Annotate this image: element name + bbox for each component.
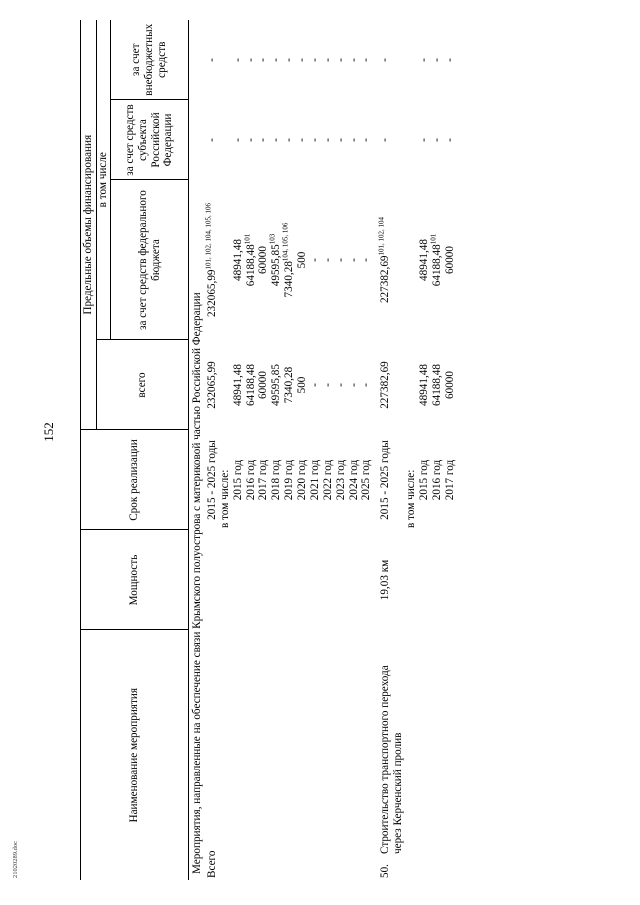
total: 7340,28 bbox=[283, 366, 296, 404]
including-label: в том числе: bbox=[405, 469, 417, 528]
empty bbox=[322, 530, 335, 630]
table-row bbox=[309, 20, 322, 880]
empty bbox=[257, 530, 270, 630]
year: 2025 год bbox=[360, 459, 373, 501]
empty bbox=[270, 630, 283, 880]
table-row bbox=[270, 20, 283, 880]
empty bbox=[335, 530, 348, 630]
extra: - bbox=[244, 58, 257, 62]
empty bbox=[322, 630, 335, 880]
empty bbox=[309, 530, 322, 630]
table-row bbox=[219, 20, 232, 880]
year: 2015 год bbox=[417, 459, 430, 501]
empty bbox=[431, 630, 444, 880]
year: 2021 год bbox=[308, 459, 321, 501]
footnote-ref: 103 bbox=[268, 233, 277, 245]
subject: - bbox=[360, 138, 373, 142]
total: 232065,99 bbox=[205, 361, 218, 409]
total: 64188,48 bbox=[244, 364, 257, 406]
total: 64188,48 bbox=[430, 364, 443, 406]
extra: - bbox=[308, 58, 321, 62]
federal-value: 500 bbox=[296, 251, 308, 269]
header-financing: Предельные объемы финансирования bbox=[81, 20, 97, 430]
footnote-ref: 101, 102, 104, 105, 106 bbox=[204, 202, 213, 270]
federal-value: - bbox=[321, 258, 334, 262]
empty bbox=[257, 630, 270, 880]
empty bbox=[444, 530, 457, 630]
federal bbox=[360, 180, 373, 340]
subject: - bbox=[283, 138, 296, 142]
empty bbox=[405, 630, 418, 880]
extra: - bbox=[270, 58, 283, 62]
table-row bbox=[283, 20, 296, 880]
table-row bbox=[418, 20, 431, 880]
table-row bbox=[232, 20, 245, 880]
table-row bbox=[360, 20, 373, 880]
subject: - bbox=[379, 138, 392, 142]
header-capacity: Мощность bbox=[81, 530, 189, 630]
subject: - bbox=[347, 138, 360, 142]
year: 2023 год bbox=[334, 459, 347, 501]
federal bbox=[232, 180, 245, 340]
table-row bbox=[257, 20, 270, 880]
year: 2015 год bbox=[231, 459, 244, 501]
empty bbox=[418, 630, 431, 880]
table-row bbox=[322, 20, 335, 880]
table-row bbox=[296, 20, 309, 880]
federal bbox=[242, 180, 258, 340]
empty bbox=[219, 630, 232, 880]
empty bbox=[431, 530, 444, 630]
year: 2020 год bbox=[296, 459, 308, 501]
federal-value: 64188,48 bbox=[430, 244, 443, 287]
extra: - bbox=[379, 58, 392, 62]
year: 2016 год bbox=[244, 459, 257, 501]
federal-value: - bbox=[360, 258, 373, 262]
subject: - bbox=[417, 138, 430, 142]
year: 2018 год bbox=[270, 459, 283, 501]
table-row bbox=[245, 20, 258, 880]
empty bbox=[219, 20, 232, 430]
federal bbox=[296, 180, 309, 340]
empty bbox=[405, 20, 418, 430]
extra: - bbox=[347, 58, 360, 62]
empty bbox=[283, 530, 296, 630]
document-id: 21020289.doc bbox=[12, 840, 19, 878]
table-row bbox=[206, 20, 219, 880]
empty bbox=[283, 630, 296, 880]
federal bbox=[206, 180, 219, 340]
header-period: Срок реализации bbox=[81, 430, 189, 530]
year: 2019 год bbox=[283, 459, 296, 501]
footnote-ref: 104, 105, 106 bbox=[281, 222, 290, 262]
table-row bbox=[379, 20, 405, 880]
extra: - bbox=[417, 58, 430, 62]
section-title: Мероприятия, направленные на обеспечение связи Крымского полуострова с материковой частью Российской Федерации bbox=[191, 292, 203, 874]
page-number: 152 bbox=[41, 422, 56, 442]
empty bbox=[245, 530, 258, 630]
extra: - bbox=[321, 58, 334, 62]
federal bbox=[283, 180, 296, 340]
empty bbox=[444, 630, 457, 880]
subject: - bbox=[430, 138, 443, 142]
item-title: Строительство транспортного перехода через Керченский пролив bbox=[379, 665, 405, 854]
subject: - bbox=[334, 138, 347, 142]
header-total: всего bbox=[97, 340, 189, 430]
empty bbox=[360, 530, 373, 630]
year: 2017 год bbox=[443, 459, 456, 501]
footnote-ref: 101, 102, 104 bbox=[377, 216, 386, 256]
total: - bbox=[334, 383, 347, 387]
empty bbox=[348, 630, 361, 880]
header-federal: за счет средств федерального бюджета bbox=[111, 180, 189, 340]
table-row bbox=[444, 20, 457, 880]
including-label: в том числе: bbox=[218, 469, 231, 528]
table-body bbox=[189, 20, 457, 880]
total: - bbox=[347, 383, 360, 387]
total: 48941,48 bbox=[231, 364, 244, 406]
year: 2024 год bbox=[347, 459, 360, 501]
extra: - bbox=[205, 58, 218, 62]
year: 2017 год bbox=[257, 459, 270, 501]
extra: - bbox=[443, 58, 456, 62]
empty bbox=[348, 530, 361, 630]
header-extra: за счет внебюджетных средств bbox=[111, 20, 189, 100]
federal-value: 64188,48 bbox=[244, 244, 257, 287]
item-name bbox=[379, 630, 405, 880]
capacity: 19,03 км bbox=[379, 559, 392, 601]
table-row bbox=[405, 20, 418, 880]
empty bbox=[405, 530, 418, 630]
table-row bbox=[335, 20, 348, 880]
federal-value: - bbox=[347, 258, 360, 262]
extra: - bbox=[296, 58, 308, 62]
total: 60000 bbox=[257, 371, 270, 399]
empty bbox=[232, 630, 245, 880]
federal bbox=[444, 180, 457, 340]
extra: - bbox=[334, 58, 347, 62]
item-title: Всего bbox=[205, 850, 218, 878]
empty bbox=[232, 530, 245, 630]
financing-table-sheet bbox=[80, 20, 600, 880]
empty bbox=[309, 630, 322, 880]
federal-value: - bbox=[308, 258, 321, 262]
financing-table bbox=[80, 20, 457, 880]
federal-value: 60000 bbox=[257, 246, 270, 274]
subject: - bbox=[270, 138, 283, 142]
empty bbox=[360, 630, 373, 880]
federal bbox=[309, 180, 322, 340]
header-including: в том числе bbox=[97, 20, 111, 340]
year: 2016 год bbox=[430, 459, 443, 501]
extra: - bbox=[430, 58, 443, 62]
federal bbox=[322, 180, 335, 340]
footnote-ref: 101 bbox=[429, 233, 438, 245]
federal-value: 60000 bbox=[443, 246, 456, 274]
federal bbox=[418, 180, 431, 340]
total: - bbox=[308, 383, 321, 387]
empty bbox=[219, 530, 232, 630]
subject: - bbox=[308, 138, 321, 142]
federal bbox=[431, 180, 444, 340]
total-row-name bbox=[206, 630, 219, 880]
federal bbox=[335, 180, 348, 340]
total: 48941,48 bbox=[417, 364, 430, 406]
period: 2015 - 2025 годы bbox=[379, 440, 392, 520]
subject: - bbox=[231, 138, 244, 142]
total: 60000 bbox=[443, 371, 456, 399]
total: - bbox=[360, 383, 373, 387]
period: 2015 - 2025 годы bbox=[205, 440, 218, 520]
total: 49595,85 bbox=[270, 364, 283, 406]
item-number: 50. bbox=[379, 864, 392, 878]
subject: - bbox=[321, 138, 334, 142]
subject: - bbox=[244, 138, 257, 142]
empty bbox=[335, 630, 348, 880]
total: - bbox=[321, 383, 334, 387]
federal-value: 7340,28 bbox=[283, 261, 296, 298]
subject: - bbox=[296, 138, 308, 142]
year: 2022 год bbox=[321, 459, 334, 501]
subject: - bbox=[257, 138, 270, 142]
extra: - bbox=[360, 58, 373, 62]
federal-value: 232065,99 bbox=[205, 269, 218, 318]
empty bbox=[296, 630, 309, 880]
total: 500 bbox=[296, 376, 308, 394]
subject: - bbox=[443, 138, 456, 142]
table-row bbox=[348, 20, 361, 880]
subject: - bbox=[205, 138, 218, 142]
federal-value: 49595,85 bbox=[270, 244, 283, 287]
federal-value: 227382,69 bbox=[379, 255, 392, 304]
federal bbox=[379, 180, 405, 340]
empty bbox=[418, 530, 431, 630]
empty bbox=[245, 630, 258, 880]
federal-value: 48941,48 bbox=[231, 239, 244, 281]
header-subject: за счет средств субъекта Российской Федерации bbox=[111, 100, 189, 180]
extra: - bbox=[257, 58, 270, 62]
federal bbox=[257, 180, 270, 340]
capacity bbox=[206, 530, 219, 630]
table-row bbox=[431, 20, 444, 880]
federal-value: 48941,48 bbox=[417, 239, 430, 281]
extra: - bbox=[231, 58, 244, 62]
extra: - bbox=[283, 58, 296, 62]
empty bbox=[270, 530, 283, 630]
total: 227382,69 bbox=[379, 361, 392, 409]
empty bbox=[296, 530, 309, 630]
footnote-ref: 101 bbox=[242, 233, 251, 245]
federal-value: - bbox=[334, 258, 347, 262]
federal bbox=[348, 180, 361, 340]
header-name: Наименование мероприятия bbox=[81, 630, 189, 880]
